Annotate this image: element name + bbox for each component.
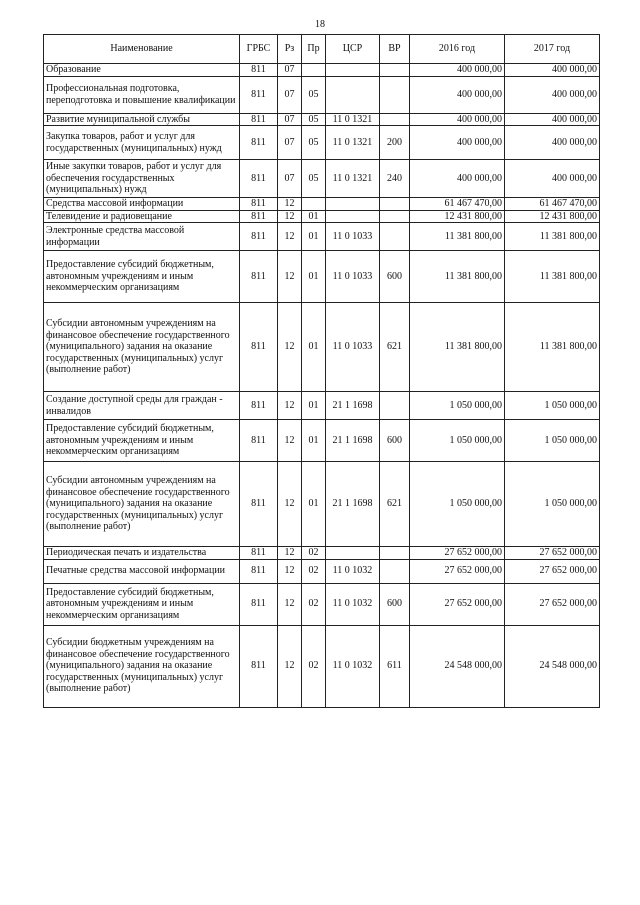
row-name: Печатные средства массовой информации <box>44 559 240 583</box>
row-amount-2017: 11 381 800,00 <box>505 303 600 392</box>
row-rz: 07 <box>278 160 302 198</box>
row-amount-2016: 1 050 000,00 <box>410 392 505 420</box>
row-rz: 07 <box>278 76 302 113</box>
row-pr: 01 <box>302 251 326 303</box>
row-amount-2016: 27 652 000,00 <box>410 547 505 560</box>
row-amount-2017: 400 000,00 <box>505 126 600 160</box>
row-grbs: 811 <box>240 303 278 392</box>
row-amount-2016: 400 000,00 <box>410 64 505 77</box>
budget-table <box>43 34 600 708</box>
row-csr: 11 0 1032 <box>326 625 380 707</box>
row-name: Создание доступной среды для граждан - инвалидов <box>44 392 240 420</box>
row-amount-2017: 400 000,00 <box>505 160 600 198</box>
header-grbs: ГРБС <box>240 35 278 64</box>
row-csr: 21 1 1698 <box>326 392 380 420</box>
row-amount-2016: 1 050 000,00 <box>410 420 505 462</box>
row-name: Субсидии бюджетным учреждениям на финансовое обеспечение государственного (муниципального) задания на оказание государственных (муниципальных) услуг (выполнение работ) <box>44 625 240 707</box>
row-amount-2016: 1 050 000,00 <box>410 462 505 547</box>
row-grbs: 811 <box>240 547 278 560</box>
row-pr: 01 <box>302 210 326 223</box>
table-row <box>44 76 600 113</box>
row-rz: 12 <box>278 392 302 420</box>
row-rz: 12 <box>278 251 302 303</box>
row-amount-2017: 12 431 800,00 <box>505 210 600 223</box>
row-rz: 07 <box>278 113 302 126</box>
row-grbs: 811 <box>240 160 278 198</box>
row-rz: 12 <box>278 462 302 547</box>
row-grbs: 811 <box>240 462 278 547</box>
row-amount-2016: 11 381 800,00 <box>410 223 505 251</box>
row-vr: 600 <box>380 420 410 462</box>
row-grbs: 811 <box>240 210 278 223</box>
row-amount-2017: 1 050 000,00 <box>505 392 600 420</box>
row-vr <box>380 223 410 251</box>
row-amount-2017: 400 000,00 <box>505 113 600 126</box>
row-csr: 21 1 1698 <box>326 462 380 547</box>
row-vr <box>380 547 410 560</box>
row-csr: 11 0 1032 <box>326 559 380 583</box>
row-amount-2016: 27 652 000,00 <box>410 559 505 583</box>
row-name: Предоставление субсидий бюджетным, автономным учреждениям и иным некоммерческим организациям <box>44 583 240 625</box>
row-pr: 02 <box>302 583 326 625</box>
header-pr: Пр <box>302 35 326 64</box>
row-rz: 12 <box>278 625 302 707</box>
row-pr: 01 <box>302 303 326 392</box>
row-amount-2016: 11 381 800,00 <box>410 251 505 303</box>
row-pr: 01 <box>302 420 326 462</box>
row-amount-2017: 11 381 800,00 <box>505 251 600 303</box>
header-vr: ВР <box>380 35 410 64</box>
row-pr: 01 <box>302 223 326 251</box>
row-amount-2016: 400 000,00 <box>410 113 505 126</box>
row-amount-2017: 400 000,00 <box>505 76 600 113</box>
header-year-2017: 2017 год <box>505 35 600 64</box>
row-rz: 07 <box>278 64 302 77</box>
row-amount-2017: 61 467 470,00 <box>505 198 600 211</box>
row-csr <box>326 198 380 211</box>
row-amount-2016: 400 000,00 <box>410 126 505 160</box>
table-header-row <box>44 35 600 64</box>
row-csr <box>326 64 380 77</box>
row-vr: 621 <box>380 462 410 547</box>
row-vr <box>380 198 410 211</box>
row-grbs: 811 <box>240 64 278 77</box>
table-row <box>44 392 600 420</box>
row-pr: 02 <box>302 559 326 583</box>
row-csr: 11 0 1321 <box>326 160 380 198</box>
table-row <box>44 420 600 462</box>
row-grbs: 811 <box>240 223 278 251</box>
row-csr: 11 0 1032 <box>326 583 380 625</box>
row-amount-2017: 27 652 000,00 <box>505 583 600 625</box>
row-grbs: 811 <box>240 126 278 160</box>
header-csr: ЦСР <box>326 35 380 64</box>
row-grbs: 811 <box>240 625 278 707</box>
row-name: Закупка товаров, работ и услуг для государственных (муниципальных) нужд <box>44 126 240 160</box>
table-row <box>44 113 600 126</box>
row-name: Профессиональная подготовка, переподготовка и повышение квалификации <box>44 76 240 113</box>
row-vr: 600 <box>380 251 410 303</box>
row-rz: 12 <box>278 420 302 462</box>
row-rz: 12 <box>278 559 302 583</box>
row-rz: 12 <box>278 583 302 625</box>
row-grbs: 811 <box>240 583 278 625</box>
table-row <box>44 559 600 583</box>
row-amount-2016: 24 548 000,00 <box>410 625 505 707</box>
row-amount-2017: 11 381 800,00 <box>505 223 600 251</box>
row-csr: 11 0 1321 <box>326 113 380 126</box>
table-row <box>44 303 600 392</box>
row-rz: 12 <box>278 223 302 251</box>
table-row <box>44 126 600 160</box>
row-vr <box>380 559 410 583</box>
row-name: Субсидии автономным учреждениям на финансовое обеспечение государственного (муниципального) задания на оказание государственных (муниципальных) услуг (выполнение работ) <box>44 462 240 547</box>
row-amount-2016: 61 467 470,00 <box>410 198 505 211</box>
row-pr: 01 <box>302 392 326 420</box>
row-name: Средства массовой информации <box>44 198 240 211</box>
table-row <box>44 160 600 198</box>
page-number: 18 <box>315 19 325 30</box>
row-vr <box>380 113 410 126</box>
table-row <box>44 583 600 625</box>
row-rz: 07 <box>278 126 302 160</box>
row-vr: 200 <box>380 126 410 160</box>
table-row <box>44 198 600 211</box>
row-name: Образование <box>44 64 240 77</box>
row-pr <box>302 64 326 77</box>
row-grbs: 811 <box>240 198 278 211</box>
row-grbs: 811 <box>240 559 278 583</box>
row-amount-2017: 1 050 000,00 <box>505 420 600 462</box>
header-rz: Рз <box>278 35 302 64</box>
row-vr <box>380 392 410 420</box>
row-vr: 240 <box>380 160 410 198</box>
row-amount-2016: 27 652 000,00 <box>410 583 505 625</box>
table-row <box>44 462 600 547</box>
row-name: Предоставление субсидий бюджетным, автономным учреждениям и иным некоммерческим организациям <box>44 420 240 462</box>
row-csr <box>326 547 380 560</box>
row-rz: 12 <box>278 210 302 223</box>
row-pr: 05 <box>302 76 326 113</box>
row-vr: 621 <box>380 303 410 392</box>
row-amount-2016: 400 000,00 <box>410 76 505 113</box>
row-name: Электронные средства массовой информации <box>44 223 240 251</box>
row-grbs: 811 <box>240 392 278 420</box>
row-rz: 12 <box>278 198 302 211</box>
table-row <box>44 223 600 251</box>
row-amount-2017: 400 000,00 <box>505 64 600 77</box>
row-csr <box>326 76 380 113</box>
row-vr <box>380 76 410 113</box>
row-pr: 01 <box>302 462 326 547</box>
row-vr <box>380 210 410 223</box>
table-row <box>44 64 600 77</box>
row-amount-2017: 27 652 000,00 <box>505 547 600 560</box>
row-amount-2016: 11 381 800,00 <box>410 303 505 392</box>
row-pr: 05 <box>302 126 326 160</box>
table-row <box>44 547 600 560</box>
row-amount-2017: 27 652 000,00 <box>505 559 600 583</box>
row-grbs: 811 <box>240 76 278 113</box>
row-csr: 11 0 1033 <box>326 303 380 392</box>
row-csr: 21 1 1698 <box>326 420 380 462</box>
row-name: Предоставление субсидий бюджетным, автономным учреждениям и иным некоммерческим организациям <box>44 251 240 303</box>
header-name: Наименование <box>44 35 240 64</box>
row-amount-2016: 400 000,00 <box>410 160 505 198</box>
row-grbs: 811 <box>240 420 278 462</box>
row-grbs: 811 <box>240 113 278 126</box>
table-row <box>44 625 600 707</box>
row-vr: 600 <box>380 583 410 625</box>
row-vr <box>380 64 410 77</box>
row-name: Развитие муниципальной службы <box>44 113 240 126</box>
row-rz: 12 <box>278 547 302 560</box>
row-csr <box>326 210 380 223</box>
row-amount-2016: 12 431 800,00 <box>410 210 505 223</box>
row-grbs: 811 <box>240 251 278 303</box>
row-csr: 11 0 1033 <box>326 251 380 303</box>
row-csr: 11 0 1033 <box>326 223 380 251</box>
row-csr: 11 0 1321 <box>326 126 380 160</box>
row-rz: 12 <box>278 303 302 392</box>
row-name: Иные закупки товаров, работ и услуг для обеспечения государственных (муниципальных) нужд <box>44 160 240 198</box>
table-row <box>44 210 600 223</box>
row-pr: 05 <box>302 113 326 126</box>
table-row <box>44 251 600 303</box>
row-pr: 02 <box>302 625 326 707</box>
row-pr: 05 <box>302 160 326 198</box>
row-pr <box>302 198 326 211</box>
row-amount-2017: 24 548 000,00 <box>505 625 600 707</box>
row-name: Телевидение и радиовещание <box>44 210 240 223</box>
row-pr: 02 <box>302 547 326 560</box>
row-name: Субсидии автономным учреждениям на финансовое обеспечение государственного (муниципального) задания на оказание государственных (муниципальных) услуг (выполнение работ) <box>44 303 240 392</box>
row-name: Периодическая печать и издательства <box>44 547 240 560</box>
row-vr: 611 <box>380 625 410 707</box>
row-amount-2017: 1 050 000,00 <box>505 462 600 547</box>
header-year-2016: 2016 год <box>410 35 505 64</box>
